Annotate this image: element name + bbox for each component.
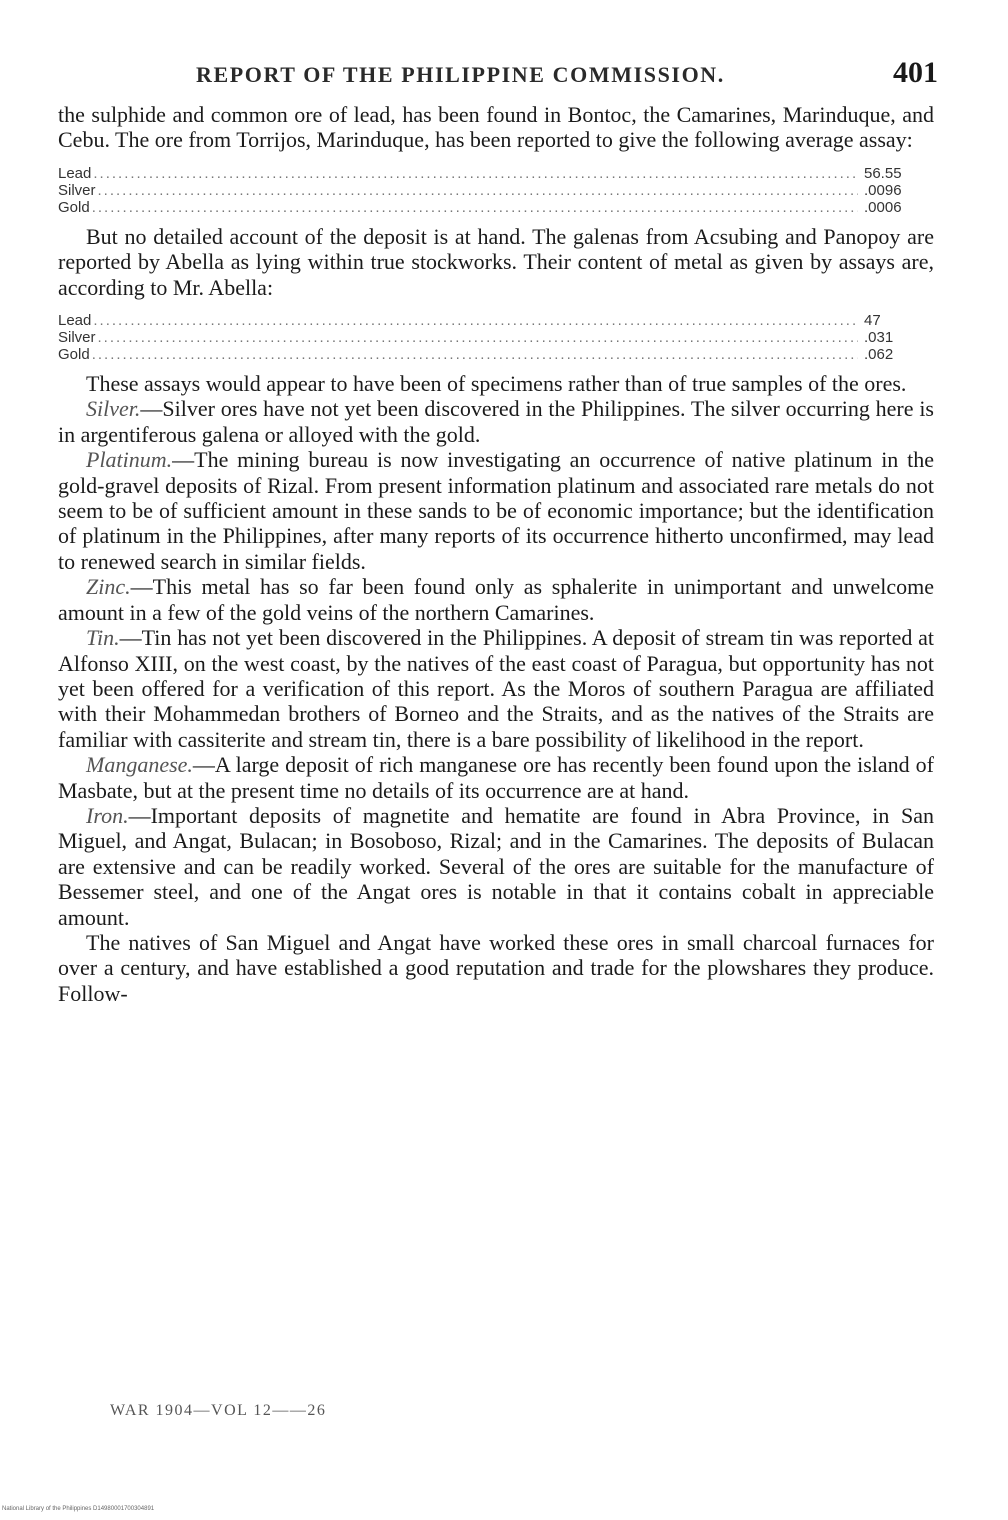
header-title: REPORT OF THE PHILIPPINE COMMISSION. — [196, 62, 725, 87]
assay-row — [58, 346, 934, 363]
section-text: —Important deposits of magnetite and hematite are found in Abra Province, in San Miguel, and Angat, Bulacan; in Bosoboso, Rizal; and in the Camarines. The deposits of Bulacan are extensive and can be readily worked. Several of the ores are suitable for the manufacture of Bessemer steel, and one of the Angat ores is notable in that it contains cobalt in appreciable amount. — [58, 802, 934, 930]
assay-value: 47 — [864, 312, 881, 330]
section-iron — [58, 803, 934, 930]
assay-value: .062 — [864, 346, 894, 364]
assay-table-abella — [58, 312, 934, 363]
section-text: —Tin has not yet been discovered in the Philippines. A deposit of stream tin was reported at Alfonso XIII, on the west coast, by the natives of the east coast of Paragua, but opportunity has not yet been offered for a verification of this report. As the Moros of southern Paragua are affiliated with their Mohammedan brothers of Borneo and the Straits, and as the natives of the Straits are familiar with cassiterite and stream tin, there is a bare possibility of likelihood in the report. — [58, 625, 934, 752]
assay-label: Lead — [58, 312, 92, 330]
section-heading: Zinc. — [86, 574, 131, 600]
section-heading: Platinum. — [86, 447, 173, 473]
page-number: 401 — [893, 56, 938, 89]
section-text: —A large deposit of rich manganese ore has recently been found upon the island of Masbate, but at the present time no details of its occurrence are at hand. — [58, 752, 934, 803]
assay-table-torrijos — [58, 165, 934, 216]
assay-value: 56.55 — [864, 164, 902, 182]
paragraph-specimens: These assays would appear to have been of specimens rather than of true samples of the ores. — [86, 371, 907, 397]
assay-value: .0006 — [864, 198, 902, 216]
section-tin — [58, 625, 934, 752]
section-platinum — [58, 447, 934, 574]
scan-credit: National Library of the Philippines D14980001700304891 — [2, 1506, 155, 1512]
assay-label: Lead — [58, 164, 92, 182]
section-heading: Iron. — [86, 802, 129, 828]
section-heading: Silver. — [86, 396, 141, 422]
body-text — [58, 102, 934, 1006]
section-heading: Manganese. — [86, 752, 193, 778]
section-manganese — [58, 752, 934, 803]
assay-label: Gold — [58, 198, 90, 216]
section-zinc — [58, 574, 934, 625]
assay-label: Gold — [58, 346, 90, 364]
signature-mark: WAR 1904—VOL 12——26 — [110, 1402, 327, 1419]
section-text: —Silver ores have not yet been discovered in the Philippines. The silver occurring here is in argentiferous galena or alloyed with the gold. — [58, 396, 934, 447]
assay-value: .0096 — [864, 181, 902, 199]
assay-label: Silver — [58, 329, 96, 347]
running-header — [196, 56, 938, 96]
section-silver — [58, 396, 934, 447]
assay-row — [58, 165, 934, 182]
assay-row — [58, 199, 934, 216]
intro-paragraph: the sulphide and common ore of lead, has been found in Bontoc, the Camarines, Marinduque, and Cebu. The ore from Torrijos, Marinduque, has been reported to give the following average assay: — [58, 102, 934, 153]
paragraph-natives: The natives of San Miguel and Angat have worked these ores in small charcoal furnaces for over a century, and have established a good reputation and trade for the plowshares they produce. Follow- — [58, 929, 934, 1006]
section-text: —The mining bureau is now investigating an occurrence of native platinum in the gold-gravel deposits of Rizal. From present information platinum and associated rare metals do not seem to be of sufficient amount in these sands to be of economic importance; but the identification of platinum in the Philippines, after many reports of its occurrence hitherto unconfirmed, may lead to renewed search in similar fields. — [58, 447, 934, 574]
section-heading: Tin. — [86, 625, 120, 651]
assay-row — [58, 182, 934, 199]
assay-row — [58, 312, 934, 329]
assay-row — [58, 329, 934, 346]
assay-value: .031 — [864, 329, 894, 347]
assay-label: Silver — [58, 181, 96, 199]
section-text: —This metal has so far been found only as sphalerite in unimportant and unwelcome amount in a few of the gold veins of the northern Camarines. — [58, 574, 934, 625]
paragraph-abella: But no detailed account of the deposit is at hand. The galenas from Acsubing and Panopoy are reported by Abella as lying within true stockworks. Their content of metal as given by assays are, according to Mr. Abella: — [58, 223, 934, 300]
